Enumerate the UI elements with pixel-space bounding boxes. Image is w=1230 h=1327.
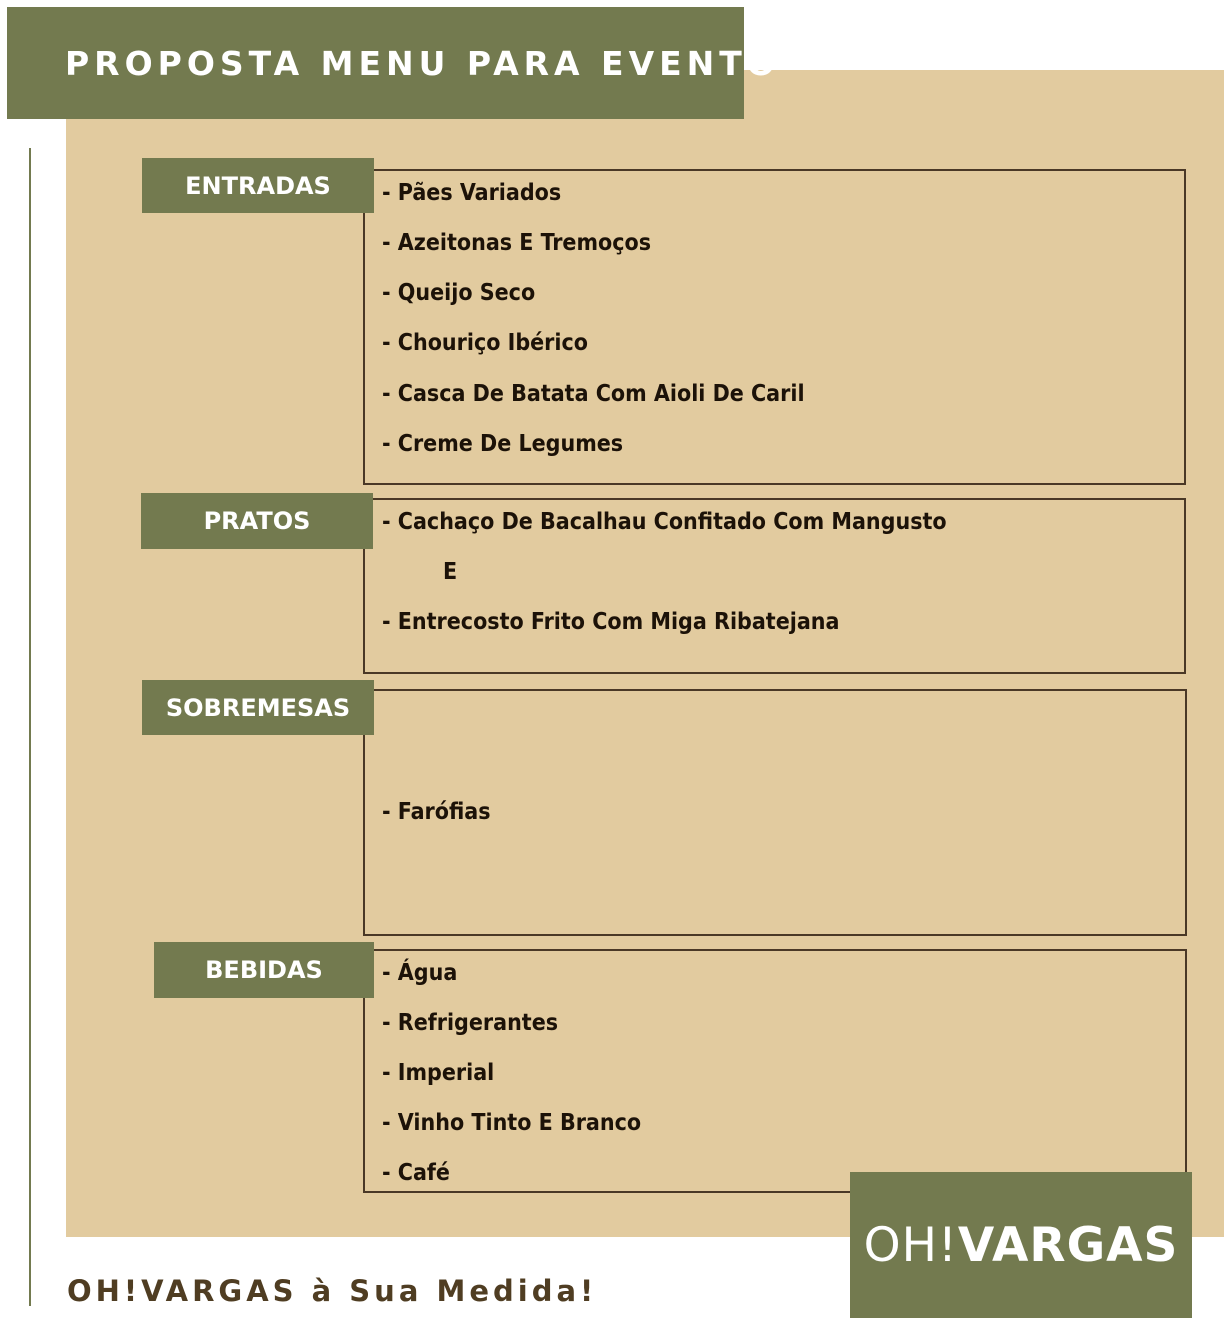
section-label-bebidas: BEBIDAS — [154, 942, 374, 998]
menu-item: - Creme De Legumes — [382, 431, 624, 457]
footer-tagline: OH!VARGAS à Sua Medida! — [67, 1274, 598, 1308]
logo-wordmark — [864, 1218, 1179, 1273]
brand-logo — [850, 1172, 1192, 1318]
menu-item: - Cachaço De Bacalhau Confitado Com Mangusto — [382, 509, 947, 535]
menu-item: - Farófias — [382, 799, 491, 825]
menu-item: - Imperial — [382, 1060, 495, 1086]
logo-part-vargas: VARGAS — [957, 1217, 1179, 1273]
menu-item: - Café — [382, 1160, 450, 1186]
sobremesas-box — [363, 689, 1187, 936]
menu-item: - Pães Variados — [382, 180, 562, 206]
section-label-sobremesas: SOBREMESAS — [142, 680, 374, 735]
menu-item: - Chouriço Ibérico — [382, 330, 588, 356]
menu-item: - Vinho Tinto E Branco — [382, 1110, 642, 1136]
page-title: PROPOSTA MENU PARA EVENTO — [65, 43, 780, 83]
menu-item: - Azeitonas E Tremoços — [382, 230, 652, 256]
logo-part-oh: OH! — [863, 1217, 958, 1273]
menu-item: - Água — [382, 960, 458, 986]
menu-item: - Queijo Seco — [382, 280, 536, 306]
menu-item: - Refrigerantes — [382, 1010, 559, 1036]
menu-item: - Entrecosto Frito Com Miga Ribatejana — [382, 609, 840, 635]
section-label-pratos: PRATOS — [141, 493, 373, 549]
menu-item-connector: E — [443, 559, 458, 585]
entradas-box — [363, 169, 1186, 485]
bebidas-box — [363, 949, 1187, 1193]
left-accent-line — [29, 148, 31, 1306]
title-banner — [7, 7, 780, 119]
menu-item: - Casca De Batata Com Aioli De Caril — [382, 381, 805, 407]
pratos-box — [363, 498, 1186, 674]
section-label-entradas: ENTRADAS — [142, 158, 374, 213]
